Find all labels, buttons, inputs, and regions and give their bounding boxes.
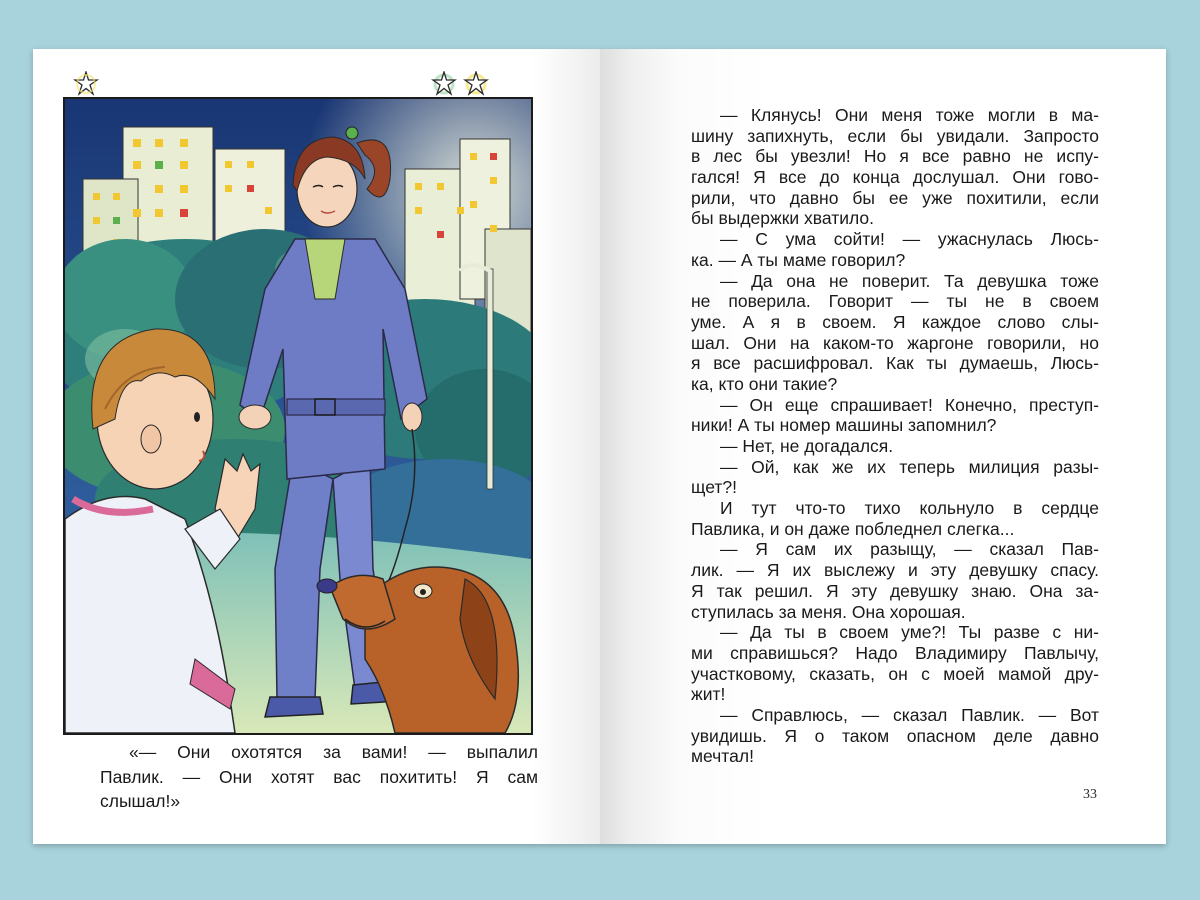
illustration-canvas <box>65 99 531 733</box>
text-line: мечтал! <box>691 746 754 767</box>
star-icon <box>431 71 457 97</box>
left-page <box>33 49 600 844</box>
text-line: ступилась за меня. Она хорошая. <box>691 601 966 622</box>
book-spread <box>33 49 1166 844</box>
text-line: шал. Они на каком-то жаргоне говорили, но <box>691 332 1099 353</box>
text-line: — С ума сойти! — ужаснулась Люсь- <box>720 229 1099 250</box>
story-text <box>691 105 1099 767</box>
text-line: не поверила. Говорит — ты не в своем <box>691 291 1099 312</box>
text-line: увидишь. Я о таком опасном деле давно <box>691 725 1099 746</box>
illustration-caption <box>100 740 538 814</box>
text-line: участковому, сказать, он с моей мамой дру- <box>691 663 1099 684</box>
text-line: — Справлюсь, — сказал Павлик. — Вот <box>720 704 1099 725</box>
text-line: уме. А я в своем. Я каждое слово слы- <box>691 311 1099 332</box>
text-line: бы выдержки хватило. <box>691 208 875 229</box>
text-line: ми справишься? Надо Владимиру Павлычу, <box>691 642 1099 663</box>
text-line: я все расшифровал. Как ты думаешь, Люсь- <box>691 353 1099 374</box>
right-page <box>600 49 1166 844</box>
text-line: Павлика, и он даже побледнел слегка... <box>691 518 1015 539</box>
text-line: — Нет, не догадался. <box>720 436 894 456</box>
text-line: И тут что-то тихо кольнуло в сердце <box>720 498 1099 519</box>
text-line: ка. — А ты маме говорил? <box>691 249 906 270</box>
star-icon <box>463 71 489 97</box>
text-line: лик. — Я их выслежу и эту девушку спасу. <box>691 560 1099 581</box>
text-line: щет?! <box>691 477 737 498</box>
text-line: — Он еще спрашивает! Конечно, преступ- <box>720 394 1099 415</box>
page-number: 33 <box>1083 787 1097 802</box>
text-line: Я так решил. Я эту девушку знаю. Она за- <box>691 580 1099 601</box>
star-icon <box>73 71 99 97</box>
text-line: жит! <box>691 684 726 705</box>
caption-line: Павлик. — Они хотят вас похитить! Я сам <box>100 766 538 787</box>
text-line: — Я сам их разыщу, — сказал Пав- <box>720 539 1099 560</box>
caption-line: «— Они охотятся за вами! — выпалил <box>129 742 538 762</box>
text-line: ники! А ты номер машины запомнил? <box>691 415 997 436</box>
text-line: гался! Я все до конца дослушал. Они гово- <box>691 167 1099 188</box>
text-line: — Ой, как же их теперь милиция разы- <box>720 456 1099 477</box>
text-line: в лес бы увезли! Но я все равно не испу- <box>691 146 1099 167</box>
text-line: — Клянусь! Они меня тоже могли в ма- <box>720 105 1099 125</box>
caption-line: слышал!» <box>100 791 181 811</box>
text-line: рили, что давно бы ее уже похитили, если <box>691 187 1099 208</box>
text-line: ка, кто они такие? <box>691 373 838 394</box>
text-line: шину запихнуть, если бы увидали. Запросто <box>691 125 1099 146</box>
story-illustration <box>63 97 533 735</box>
text-line: — Да она не поверит. Та девушка тоже <box>720 270 1099 291</box>
text-line: — Да ты в своем уме?! Ты разве с ни- <box>720 622 1099 643</box>
